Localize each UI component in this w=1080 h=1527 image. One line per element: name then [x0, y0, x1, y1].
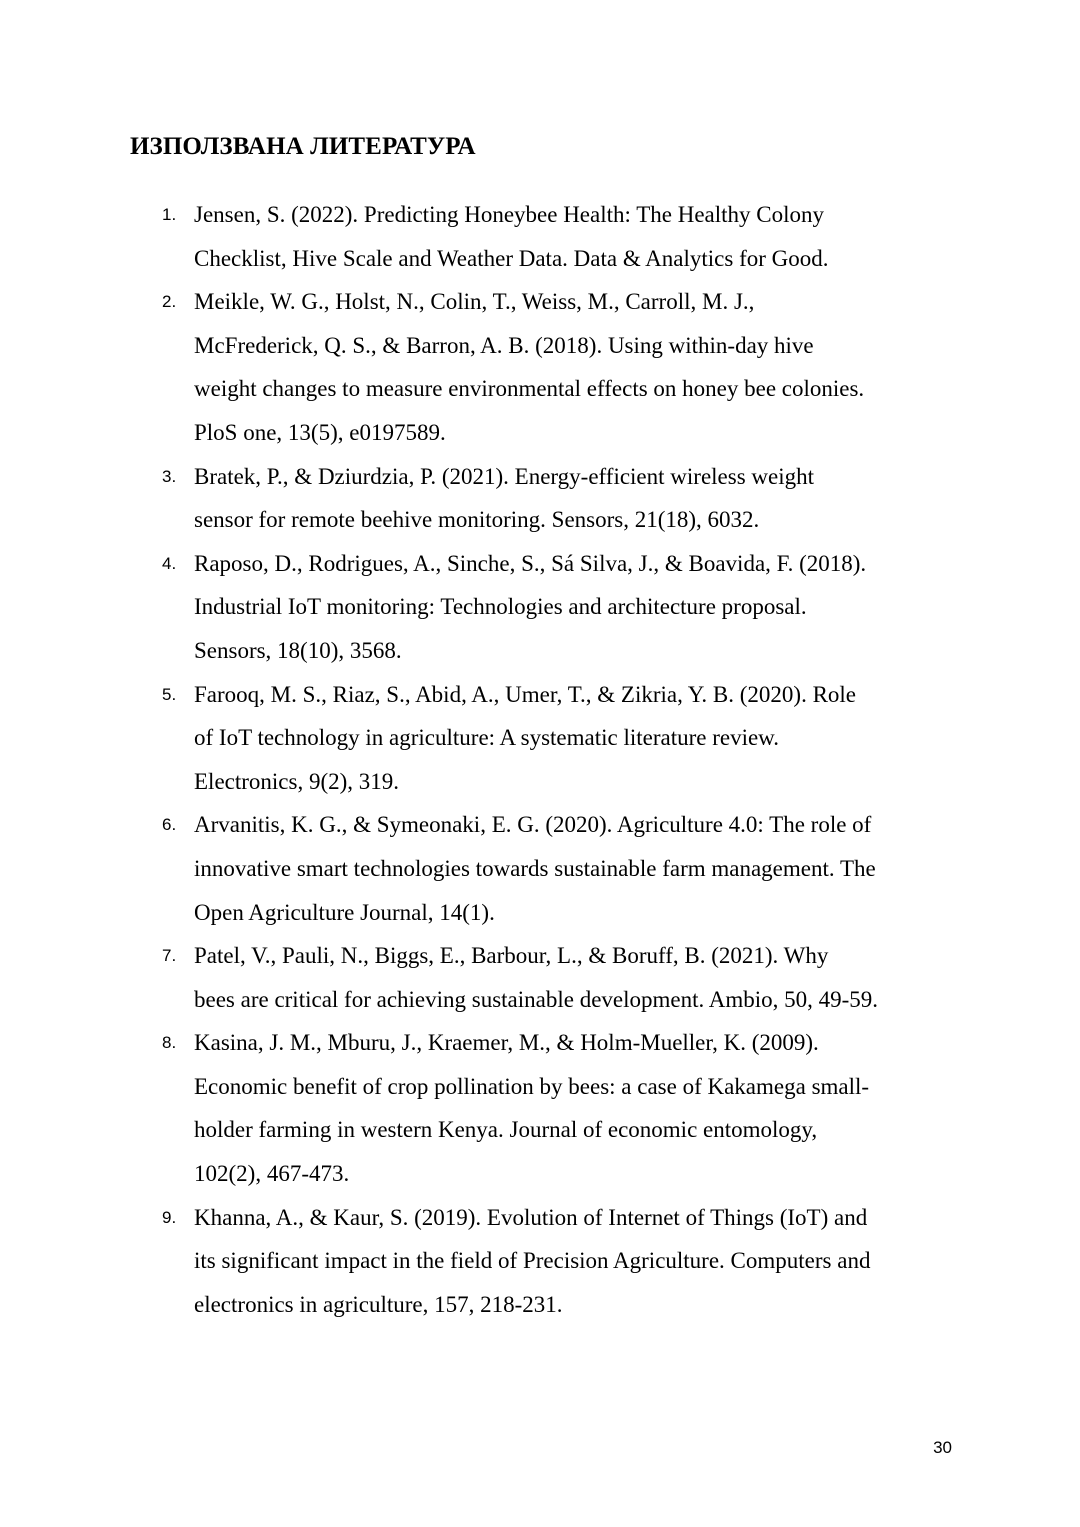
reference-item	[0, 193, 1080, 280]
reference-line: PloS one, 13(5), e0197589.	[194, 419, 446, 445]
reference-text	[194, 1021, 954, 1195]
reference-text	[194, 673, 954, 804]
reference-number: 6.	[162, 815, 177, 835]
reference-line: Arvanitis, K. G., & Symeonaki, E. G. (2020). Agriculture 4.0: The role of	[194, 812, 872, 838]
reference-line: Sensors, 18(10), 3568.	[194, 637, 402, 663]
reference-number: 9.	[162, 1207, 177, 1227]
reference-line: Checklist, Hive Scale and Weather Data. Data & Analytics for Good.	[194, 245, 829, 271]
reference-line: Farooq, M. S., Riaz, S., Abid, A., Umer, T., & Zikria, Y. B. (2020). Role	[194, 681, 857, 707]
reference-line: Meikle, W. G., Holst, N., Colin, T., Weiss, M., Carroll, M. J.,	[194, 289, 755, 315]
reference-text	[194, 803, 954, 934]
reference-line: of IoT technology in agriculture: A systematic literature review.	[194, 725, 780, 751]
reference-number: 5.	[162, 684, 177, 704]
reference-number: 1.	[162, 205, 177, 224]
reference-line: Raposo, D., Rodrigues, A., Sinche, S., Sá Silva, J., & Boavida, F. (2018).	[194, 550, 867, 576]
reference-line: electronics in agriculture, 157, 218-231.	[194, 1291, 563, 1317]
reference-line: Electronics, 9(2), 319.	[194, 768, 400, 794]
reference-item	[0, 542, 1080, 673]
reference-item	[0, 934, 1080, 1021]
reference-text	[194, 455, 954, 542]
reference-text	[194, 1196, 954, 1327]
reference-line: McFrederick, Q. S., & Barron, A. B. (2018). Using within-day hive	[194, 332, 814, 358]
reference-item	[0, 803, 1080, 934]
reference-line: innovative smart technologies towards sustainable farm management. The	[194, 855, 876, 881]
reference-text	[194, 934, 954, 1021]
reference-item	[0, 1196, 1080, 1327]
reference-line: Open Agriculture Journal, 14(1).	[194, 899, 495, 925]
reference-number: 3.	[162, 466, 177, 486]
reference-number: 4.	[162, 553, 177, 573]
reference-text	[194, 280, 954, 454]
reference-line: Economic benefit of crop pollination by bees: a case of Kakamega small-	[194, 1073, 870, 1099]
reference-text	[194, 542, 954, 673]
reference-line: holder farming in western Kenya. Journal of economic entomology,	[194, 1117, 818, 1143]
reference-line: Kasina, J. M., Mburu, J., Kraemer, M., & Holm-Mueller, K. (2009).	[194, 1030, 819, 1056]
reference-line: sensor for remote beehive monitoring. Sensors, 21(18), 6032.	[194, 507, 760, 533]
reference-line: its significant impact in the field of Precision Agriculture. Computers and	[194, 1248, 871, 1274]
reference-line: Bratek, P., & Dziurdzia, P. (2021). Energy-efficient wireless weight	[194, 463, 815, 489]
reference-number: 7.	[162, 946, 177, 966]
reference-text	[194, 193, 954, 280]
reference-item	[0, 673, 1080, 804]
reference-line: weight changes to measure environmental effects on honey bee colonies.	[194, 376, 865, 402]
reference-line: Jensen, S. (2022). Predicting Honeybee Health: The Healthy Colony	[194, 202, 825, 227]
reference-item	[0, 1021, 1080, 1195]
reference-number: 2.	[162, 292, 177, 312]
reference-line: bees are critical for achieving sustainable development. Ambio, 50, 49-59.	[194, 986, 879, 1012]
page-heading: ИЗПОЛЗВАНА ЛИТЕРАТУРА	[130, 133, 476, 160]
reference-item	[0, 455, 1080, 542]
reference-line: Industrial IoT monitoring: Technologies and architecture proposal.	[194, 594, 807, 620]
reference-number: 8.	[162, 1033, 177, 1053]
reference-line: 102(2), 467-473.	[194, 1161, 350, 1187]
reference-list	[0, 193, 1080, 1326]
reference-item	[0, 280, 1080, 454]
page-number: 30	[933, 1438, 952, 1457]
reference-line: Patel, V., Pauli, N., Biggs, E., Barbour, L., & Boruff, B. (2021). Why	[194, 943, 829, 969]
reference-line: Khanna, A., & Kaur, S. (2019). Evolution of Internet of Things (IoT) and	[194, 1204, 868, 1230]
